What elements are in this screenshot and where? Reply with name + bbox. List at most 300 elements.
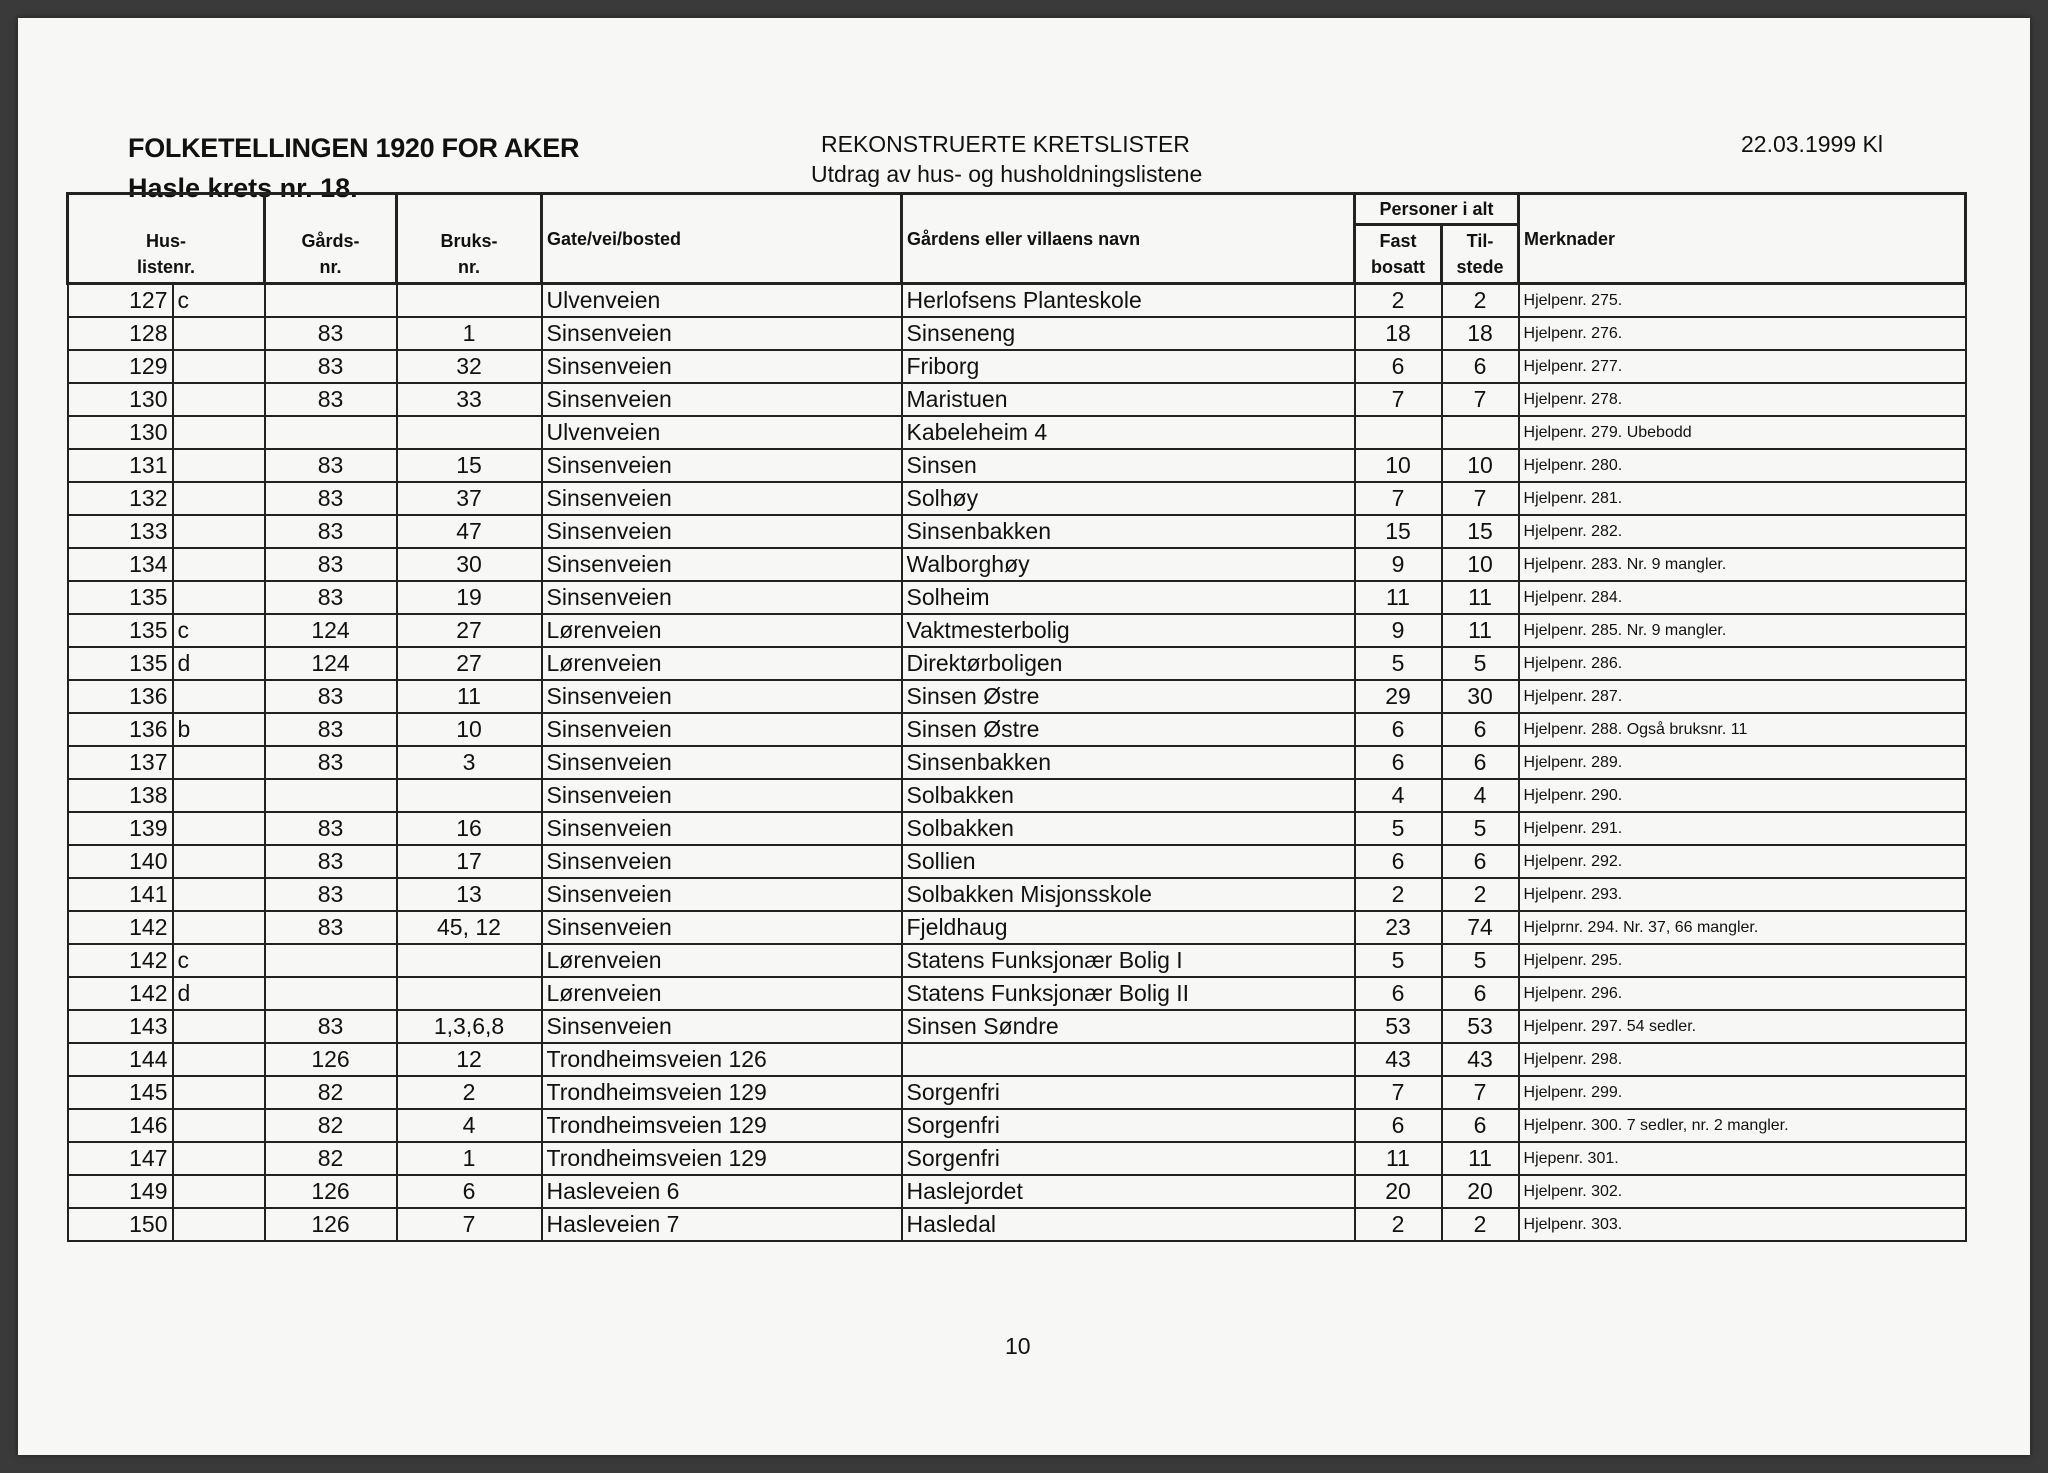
cell-bruks-nr bbox=[397, 284, 542, 318]
cell-merknader: Hjelpenr. 286. bbox=[1519, 647, 1966, 680]
cell-fast-bosatt: 29 bbox=[1355, 680, 1442, 713]
cell-tilstede: 6 bbox=[1442, 350, 1519, 383]
cell-navn: Sinsen Østre bbox=[902, 713, 1355, 746]
table-row bbox=[68, 647, 1966, 680]
cell-tilstede: 7 bbox=[1442, 482, 1519, 515]
cell-gate: Lørenveien bbox=[542, 977, 902, 1010]
cell-gate: Lørenveien bbox=[542, 944, 902, 977]
cell-merknader: Hjelpenr. 290. bbox=[1519, 779, 1966, 812]
cell-fast-bosatt: 43 bbox=[1355, 1043, 1442, 1076]
table-row bbox=[68, 449, 1966, 482]
cell-merknader: Hjelpenr. 297. 54 sedler. bbox=[1519, 1010, 1966, 1043]
cell-gards-nr bbox=[265, 779, 397, 812]
cell-fast-bosatt: 6 bbox=[1355, 845, 1442, 878]
col-bruks-label-1: Bruks- bbox=[440, 230, 498, 251]
col-gate-header: Gate/vei/bosted bbox=[542, 194, 902, 284]
cell-suffix bbox=[173, 1175, 265, 1208]
cell-suffix: b bbox=[173, 713, 265, 746]
cell-merknader: Hjelpenr. 299. bbox=[1519, 1076, 1966, 1109]
cell-navn bbox=[902, 1043, 1355, 1076]
cell-fast-bosatt: 7 bbox=[1355, 1076, 1442, 1109]
cell-hus: 136 bbox=[68, 680, 173, 713]
cell-fast-bosatt: 11 bbox=[1355, 581, 1442, 614]
table-row bbox=[68, 416, 1966, 449]
document-sheet bbox=[18, 18, 2030, 1455]
cell-navn: Sinseneng bbox=[902, 317, 1355, 350]
table-row bbox=[68, 1043, 1966, 1076]
cell-bruks-nr: 2 bbox=[397, 1076, 542, 1109]
cell-navn: Sollien bbox=[902, 845, 1355, 878]
cell-bruks-nr: 15 bbox=[397, 449, 542, 482]
cell-navn: Solbakken bbox=[902, 779, 1355, 812]
cell-hus: 131 bbox=[68, 449, 173, 482]
table-row bbox=[68, 746, 1966, 779]
col-fast-label-2: bosatt bbox=[1371, 257, 1425, 277]
cell-hus: 130 bbox=[68, 383, 173, 416]
cell-fast-bosatt: 6 bbox=[1355, 713, 1442, 746]
cell-hus: 143 bbox=[68, 1010, 173, 1043]
cell-gards-nr: 83 bbox=[265, 878, 397, 911]
cell-navn: Vaktmesterbolig bbox=[902, 614, 1355, 647]
col-hus-header bbox=[68, 194, 265, 284]
cell-suffix bbox=[173, 317, 265, 350]
cell-fast-bosatt: 5 bbox=[1355, 812, 1442, 845]
document-date: 22.03.1999 Kl bbox=[1741, 131, 1883, 157]
cell-merknader: Hjepenr. 301. bbox=[1519, 1142, 1966, 1175]
cell-suffix bbox=[173, 581, 265, 614]
cell-bruks-nr: 27 bbox=[397, 614, 542, 647]
cell-merknader: Hjelpenr. 282. bbox=[1519, 515, 1966, 548]
cell-suffix: c bbox=[173, 944, 265, 977]
cell-tilstede: 10 bbox=[1442, 548, 1519, 581]
cell-tilstede: 2 bbox=[1442, 1208, 1519, 1241]
cell-gate: Sinsenveien bbox=[542, 812, 902, 845]
col-hus-label-1: Hus- bbox=[146, 230, 186, 251]
col-til-label-1: Til- bbox=[1466, 231, 1494, 251]
cell-gards-nr: 83 bbox=[265, 515, 397, 548]
cell-navn: Sinsen bbox=[902, 449, 1355, 482]
cell-fast-bosatt: 15 bbox=[1355, 515, 1442, 548]
cell-bruks-nr: 19 bbox=[397, 581, 542, 614]
cell-bruks-nr: 16 bbox=[397, 812, 542, 845]
cell-hus: 142 bbox=[68, 911, 173, 944]
cell-fast-bosatt: 2 bbox=[1355, 1208, 1442, 1241]
table-row bbox=[68, 548, 1966, 581]
cell-tilstede: 43 bbox=[1442, 1043, 1519, 1076]
cell-bruks-nr bbox=[397, 416, 542, 449]
cell-fast-bosatt: 6 bbox=[1355, 977, 1442, 1010]
cell-suffix bbox=[173, 350, 265, 383]
cell-navn: Sinsen Østre bbox=[902, 680, 1355, 713]
cell-bruks-nr bbox=[397, 779, 542, 812]
cell-gate: Sinsenveien bbox=[542, 449, 902, 482]
cell-gards-nr: 126 bbox=[265, 1175, 397, 1208]
table-row bbox=[68, 1208, 1966, 1241]
cell-fast-bosatt: 18 bbox=[1355, 317, 1442, 350]
col-gards-label-2: nr. bbox=[319, 256, 342, 277]
cell-bruks-nr bbox=[397, 944, 542, 977]
cell-tilstede: 6 bbox=[1442, 1109, 1519, 1142]
cell-gards-nr: 83 bbox=[265, 350, 397, 383]
cell-gate: Sinsenveien bbox=[542, 746, 902, 779]
cell-gards-nr: 82 bbox=[265, 1076, 397, 1109]
col-fast-label-1: Fast bbox=[1379, 231, 1417, 251]
cell-gate: Sinsenveien bbox=[542, 548, 902, 581]
cell-gate: Sinsenveien bbox=[542, 1010, 902, 1043]
cell-tilstede: 2 bbox=[1442, 284, 1519, 318]
cell-hus: 140 bbox=[68, 845, 173, 878]
cell-merknader: Hjelpenr. 293. bbox=[1519, 878, 1966, 911]
cell-navn: Solbakken Misjonsskole bbox=[902, 878, 1355, 911]
cell-gards-nr: 83 bbox=[265, 581, 397, 614]
cell-gate: Sinsenveien bbox=[542, 482, 902, 515]
cell-tilstede: 74 bbox=[1442, 911, 1519, 944]
col-hus-label-2: listenr. bbox=[136, 256, 196, 277]
cell-bruks-nr: 27 bbox=[397, 647, 542, 680]
cell-hus: 141 bbox=[68, 878, 173, 911]
cell-merknader: Hjelprnr. 294. Nr. 37, 66 mangler. bbox=[1519, 911, 1966, 944]
cell-navn: Sinsenbakken bbox=[902, 746, 1355, 779]
cell-suffix bbox=[173, 449, 265, 482]
cell-gate: Sinsenveien bbox=[542, 713, 902, 746]
cell-bruks-nr: 45, 12 bbox=[397, 911, 542, 944]
cell-tilstede: 15 bbox=[1442, 515, 1519, 548]
cell-suffix bbox=[173, 548, 265, 581]
cell-fast-bosatt: 2 bbox=[1355, 878, 1442, 911]
cell-suffix: c bbox=[173, 614, 265, 647]
cell-suffix bbox=[173, 878, 265, 911]
table-row bbox=[68, 1175, 1966, 1208]
cell-gards-nr: 83 bbox=[265, 680, 397, 713]
cell-gards-nr: 82 bbox=[265, 1142, 397, 1175]
cell-gate: Trondheimsveien 129 bbox=[542, 1109, 902, 1142]
cell-navn: Direktørboligen bbox=[902, 647, 1355, 680]
cell-hus: 136 bbox=[68, 713, 173, 746]
col-merknader-header: Merknader bbox=[1519, 194, 1966, 284]
table-row bbox=[68, 350, 1966, 383]
cell-fast-bosatt: 6 bbox=[1355, 746, 1442, 779]
cell-tilstede: 18 bbox=[1442, 317, 1519, 350]
cell-tilstede: 5 bbox=[1442, 944, 1519, 977]
cell-gards-nr: 126 bbox=[265, 1043, 397, 1076]
cell-suffix bbox=[173, 1208, 265, 1241]
cell-hus: 128 bbox=[68, 317, 173, 350]
col-navn-header: Gårdens eller villaens navn bbox=[902, 194, 1355, 284]
cell-gate: Ulvenveien bbox=[542, 416, 902, 449]
cell-merknader: Hjelpenr. 280. bbox=[1519, 449, 1966, 482]
cell-merknader: Hjelpenr. 281. bbox=[1519, 482, 1966, 515]
cell-hus: 149 bbox=[68, 1175, 173, 1208]
cell-merknader: Hjelpenr. 284. bbox=[1519, 581, 1966, 614]
cell-hus: 147 bbox=[68, 1142, 173, 1175]
cell-bruks-nr: 4 bbox=[397, 1109, 542, 1142]
cell-fast-bosatt: 4 bbox=[1355, 779, 1442, 812]
cell-merknader: Hjelpenr. 289. bbox=[1519, 746, 1966, 779]
cell-hus: 139 bbox=[68, 812, 173, 845]
cell-hus: 135 bbox=[68, 647, 173, 680]
document-title: FOLKETELLINGEN 1920 FOR AKER bbox=[128, 133, 580, 163]
cell-tilstede: 11 bbox=[1442, 581, 1519, 614]
cell-fast-bosatt: 5 bbox=[1355, 647, 1442, 680]
cell-suffix: c bbox=[173, 284, 265, 318]
cell-merknader: Hjelpenr. 287. bbox=[1519, 680, 1966, 713]
cell-merknader: Hjelpenr. 292. bbox=[1519, 845, 1966, 878]
col-personer-header: Personer i alt bbox=[1355, 194, 1519, 225]
cell-gate: Sinsenveien bbox=[542, 911, 902, 944]
cell-gards-nr: 126 bbox=[265, 1208, 397, 1241]
cell-gards-nr: 83 bbox=[265, 746, 397, 779]
cell-merknader: Hjelpenr. 277. bbox=[1519, 350, 1966, 383]
cell-bruks-nr: 1,3,6,8 bbox=[397, 1010, 542, 1043]
cell-tilstede: 4 bbox=[1442, 779, 1519, 812]
cell-bruks-nr: 13 bbox=[397, 878, 542, 911]
table-row bbox=[68, 515, 1966, 548]
cell-bruks-nr: 37 bbox=[397, 482, 542, 515]
cell-tilstede: 30 bbox=[1442, 680, 1519, 713]
cell-navn: Kabeleheim 4 bbox=[902, 416, 1355, 449]
census-table bbox=[66, 192, 1967, 1242]
cell-hus: 142 bbox=[68, 944, 173, 977]
col-bruks-header bbox=[397, 194, 542, 284]
table-row bbox=[68, 713, 1966, 746]
cell-gards-nr: 83 bbox=[265, 548, 397, 581]
document-subtitle: Hasle krets nr. 18. bbox=[128, 173, 358, 203]
col-gards-header bbox=[265, 194, 397, 284]
cell-gards-nr bbox=[265, 977, 397, 1010]
cell-bruks-nr: 32 bbox=[397, 350, 542, 383]
cell-gards-nr: 83 bbox=[265, 812, 397, 845]
cell-fast-bosatt: 9 bbox=[1355, 614, 1442, 647]
cell-hus: 142 bbox=[68, 977, 173, 1010]
table-row bbox=[68, 317, 1966, 350]
cell-fast-bosatt: 9 bbox=[1355, 548, 1442, 581]
cell-fast-bosatt: 23 bbox=[1355, 911, 1442, 944]
cell-gate: Sinsenveien bbox=[542, 680, 902, 713]
table-row bbox=[68, 383, 1966, 416]
table-row bbox=[68, 845, 1966, 878]
cell-navn: Sinsen Søndre bbox=[902, 1010, 1355, 1043]
cell-tilstede: 20 bbox=[1442, 1175, 1519, 1208]
cell-gate: Sinsenveien bbox=[542, 779, 902, 812]
cell-tilstede: 11 bbox=[1442, 1142, 1519, 1175]
cell-tilstede: 6 bbox=[1442, 977, 1519, 1010]
col-til-header bbox=[1442, 225, 1519, 284]
cell-gate: Trondheimsveien 126 bbox=[542, 1043, 902, 1076]
cell-suffix bbox=[173, 779, 265, 812]
cell-fast-bosatt: 6 bbox=[1355, 1109, 1442, 1142]
cell-gate: Ulvenveien bbox=[542, 284, 902, 318]
cell-hus: 127 bbox=[68, 284, 173, 318]
cell-bruks-nr: 30 bbox=[397, 548, 542, 581]
cell-gate: Hasleveien 7 bbox=[542, 1208, 902, 1241]
cell-suffix bbox=[173, 416, 265, 449]
cell-suffix bbox=[173, 746, 265, 779]
cell-gards-nr: 83 bbox=[265, 713, 397, 746]
cell-gate: Lørenveien bbox=[542, 647, 902, 680]
cell-bruks-nr bbox=[397, 977, 542, 1010]
cell-tilstede: 7 bbox=[1442, 1076, 1519, 1109]
col-bruks-label-2: nr. bbox=[457, 256, 480, 277]
cell-tilstede: 53 bbox=[1442, 1010, 1519, 1043]
table-row bbox=[68, 911, 1966, 944]
cell-suffix bbox=[173, 1043, 265, 1076]
cell-navn: Sorgenfri bbox=[902, 1142, 1355, 1175]
cell-navn: Haslejordet bbox=[902, 1175, 1355, 1208]
cell-gards-nr: 82 bbox=[265, 1109, 397, 1142]
cell-merknader: Hjelpenr. 285. Nr. 9 mangler. bbox=[1519, 614, 1966, 647]
cell-hus: 132 bbox=[68, 482, 173, 515]
cell-fast-bosatt: 7 bbox=[1355, 482, 1442, 515]
cell-suffix bbox=[173, 680, 265, 713]
page-number: 10 bbox=[1005, 1333, 1031, 1359]
cell-suffix bbox=[173, 1142, 265, 1175]
cell-bruks-nr: 33 bbox=[397, 383, 542, 416]
cell-suffix bbox=[173, 515, 265, 548]
cell-gards-nr: 83 bbox=[265, 1010, 397, 1043]
table-row bbox=[68, 482, 1966, 515]
cell-gards-nr: 124 bbox=[265, 614, 397, 647]
table-row bbox=[68, 878, 1966, 911]
cell-gards-nr: 83 bbox=[265, 317, 397, 350]
cell-hus: 145 bbox=[68, 1076, 173, 1109]
table-body bbox=[68, 284, 1966, 1242]
col-gards-label-1: Gårds- bbox=[301, 230, 360, 251]
cell-suffix: d bbox=[173, 647, 265, 680]
cell-merknader: Hjelpenr. 298. bbox=[1519, 1043, 1966, 1076]
cell-merknader: Hjelpenr. 278. bbox=[1519, 383, 1966, 416]
cell-fast-bosatt: 7 bbox=[1355, 383, 1442, 416]
cell-bruks-nr: 6 bbox=[397, 1175, 542, 1208]
cell-hus: 144 bbox=[68, 1043, 173, 1076]
cell-bruks-nr: 11 bbox=[397, 680, 542, 713]
cell-tilstede: 11 bbox=[1442, 614, 1519, 647]
cell-suffix bbox=[173, 1109, 265, 1142]
table-row bbox=[68, 614, 1966, 647]
cell-navn: Maristuen bbox=[902, 383, 1355, 416]
cell-navn: Walborghøy bbox=[902, 548, 1355, 581]
cell-hus: 150 bbox=[68, 1208, 173, 1241]
cell-navn: Herlofsens Planteskole bbox=[902, 284, 1355, 318]
cell-hus: 137 bbox=[68, 746, 173, 779]
cell-fast-bosatt: 5 bbox=[1355, 944, 1442, 977]
cell-tilstede: 5 bbox=[1442, 647, 1519, 680]
cell-hus: 133 bbox=[68, 515, 173, 548]
table-row bbox=[68, 581, 1966, 614]
cell-bruks-nr: 3 bbox=[397, 746, 542, 779]
cell-hus: 130 bbox=[68, 416, 173, 449]
cell-hus: 129 bbox=[68, 350, 173, 383]
cell-gate: Trondheimsveien 129 bbox=[542, 1142, 902, 1175]
cell-merknader: Hjelpenr. 276. bbox=[1519, 317, 1966, 350]
cell-tilstede bbox=[1442, 416, 1519, 449]
cell-tilstede: 5 bbox=[1442, 812, 1519, 845]
cell-tilstede: 6 bbox=[1442, 845, 1519, 878]
cell-gards-nr bbox=[265, 944, 397, 977]
cell-gate: Sinsenveien bbox=[542, 383, 902, 416]
cell-bruks-nr: 12 bbox=[397, 1043, 542, 1076]
cell-tilstede: 7 bbox=[1442, 383, 1519, 416]
cell-fast-bosatt bbox=[1355, 416, 1442, 449]
cell-gards-nr: 83 bbox=[265, 383, 397, 416]
cell-suffix bbox=[173, 383, 265, 416]
cell-navn: Hasledal bbox=[902, 1208, 1355, 1241]
center-title: REKONSTRUERTE KRETSLISTER bbox=[821, 131, 1190, 157]
cell-tilstede: 2 bbox=[1442, 878, 1519, 911]
cell-gate: Sinsenveien bbox=[542, 317, 902, 350]
cell-suffix bbox=[173, 1010, 265, 1043]
cell-navn: Fjeldhaug bbox=[902, 911, 1355, 944]
cell-suffix: d bbox=[173, 977, 265, 1010]
cell-tilstede: 10 bbox=[1442, 449, 1519, 482]
cell-tilstede: 6 bbox=[1442, 713, 1519, 746]
cell-navn: Statens Funksjonær Bolig I bbox=[902, 944, 1355, 977]
cell-navn: Solheim bbox=[902, 581, 1355, 614]
cell-bruks-nr: 1 bbox=[397, 317, 542, 350]
cell-merknader: Hjelpenr. 295. bbox=[1519, 944, 1966, 977]
cell-gate: Hasleveien 6 bbox=[542, 1175, 902, 1208]
cell-navn: Friborg bbox=[902, 350, 1355, 383]
cell-fast-bosatt: 11 bbox=[1355, 1142, 1442, 1175]
cell-gate: Sinsenveien bbox=[542, 515, 902, 548]
cell-gards-nr: 124 bbox=[265, 647, 397, 680]
col-til-label-2: stede bbox=[1456, 257, 1504, 277]
cell-navn: Solbakken bbox=[902, 812, 1355, 845]
cell-gate: Trondheimsveien 129 bbox=[542, 1076, 902, 1109]
cell-fast-bosatt: 6 bbox=[1355, 350, 1442, 383]
cell-merknader: Hjelpenr. 279. Ubebodd bbox=[1519, 416, 1966, 449]
cell-hus: 146 bbox=[68, 1109, 173, 1142]
cell-navn: Solhøy bbox=[902, 482, 1355, 515]
cell-gate: Sinsenveien bbox=[542, 878, 902, 911]
table-row bbox=[68, 779, 1966, 812]
center-subtitle: Utdrag av hus- og husholdningslistene bbox=[811, 161, 1203, 187]
cell-gards-nr: 83 bbox=[265, 482, 397, 515]
cell-merknader: Hjelpenr. 288. Også bruksnr. 11 bbox=[1519, 713, 1966, 746]
cell-fast-bosatt: 10 bbox=[1355, 449, 1442, 482]
cell-fast-bosatt: 53 bbox=[1355, 1010, 1442, 1043]
cell-gards-nr: 83 bbox=[265, 845, 397, 878]
cell-navn: Sinsenbakken bbox=[902, 515, 1355, 548]
cell-suffix bbox=[173, 482, 265, 515]
cell-bruks-nr: 10 bbox=[397, 713, 542, 746]
cell-merknader: Hjelpenr. 296. bbox=[1519, 977, 1966, 1010]
cell-gate: Lørenveien bbox=[542, 614, 902, 647]
table-row bbox=[68, 812, 1966, 845]
cell-suffix bbox=[173, 845, 265, 878]
cell-bruks-nr: 7 bbox=[397, 1208, 542, 1241]
cell-merknader: Hjelpenr. 283. Nr. 9 mangler. bbox=[1519, 548, 1966, 581]
cell-suffix bbox=[173, 812, 265, 845]
cell-merknader: Hjelpenr. 303. bbox=[1519, 1208, 1966, 1241]
cell-gate: Sinsenveien bbox=[542, 350, 902, 383]
cell-gards-nr: 83 bbox=[265, 449, 397, 482]
cell-merknader: Hjelpenr. 302. bbox=[1519, 1175, 1966, 1208]
cell-gate: Sinsenveien bbox=[542, 845, 902, 878]
cell-hus: 135 bbox=[68, 614, 173, 647]
col-fast-header bbox=[1355, 225, 1442, 284]
cell-navn: Statens Funksjonær Bolig II bbox=[902, 977, 1355, 1010]
cell-gards-nr bbox=[265, 416, 397, 449]
cell-bruks-nr: 47 bbox=[397, 515, 542, 548]
cell-bruks-nr: 17 bbox=[397, 845, 542, 878]
table-row bbox=[68, 944, 1966, 977]
cell-fast-bosatt: 20 bbox=[1355, 1175, 1442, 1208]
table-header bbox=[68, 194, 1966, 284]
cell-fast-bosatt: 2 bbox=[1355, 284, 1442, 318]
cell-suffix bbox=[173, 1076, 265, 1109]
table-row bbox=[68, 680, 1966, 713]
cell-hus: 134 bbox=[68, 548, 173, 581]
